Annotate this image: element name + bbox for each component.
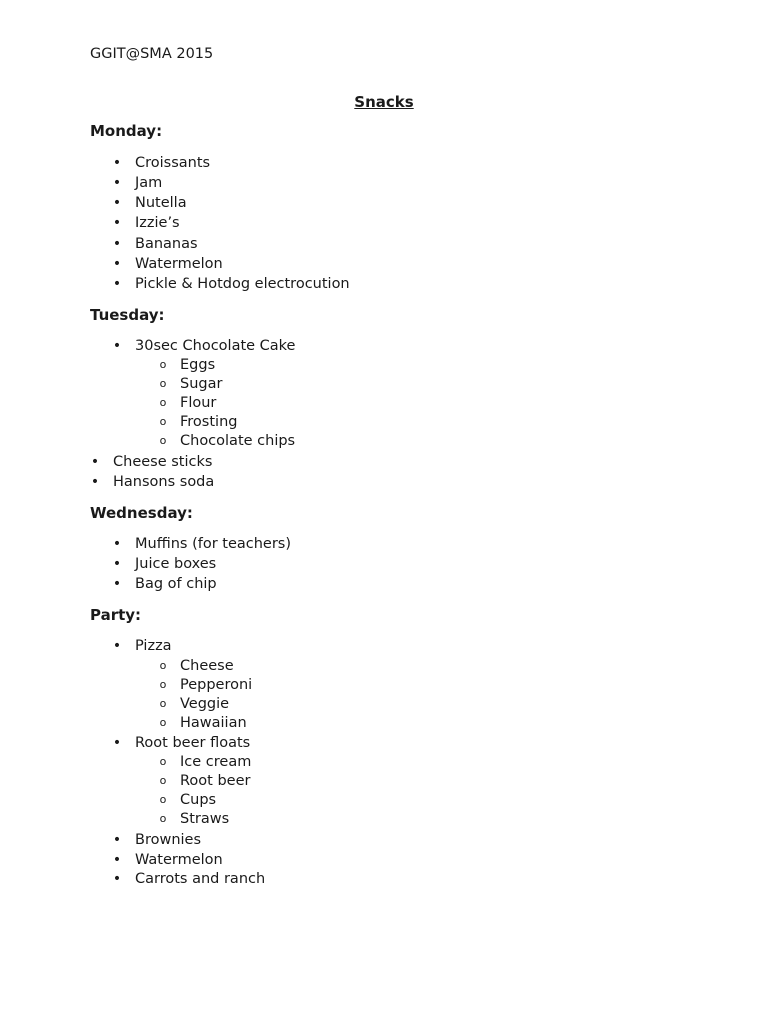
document-title: Snacks <box>354 93 414 111</box>
bullet-icon: • <box>90 454 100 470</box>
section-heading-tuesday: Tuesday: <box>90 306 165 324</box>
bullet-icon: • <box>112 852 122 868</box>
sub-list-item-label: Cheese <box>180 658 234 674</box>
list-item-label: Brownies <box>135 832 202 848</box>
circle-bullet-icon: o <box>159 716 167 729</box>
sub-list-item-label: Flour <box>180 395 217 411</box>
sub-list-item-label: Sugar <box>180 376 223 392</box>
bullet-icon: • <box>112 871 122 887</box>
bullet-icon: • <box>112 338 122 354</box>
bullet-icon: • <box>112 536 122 552</box>
sub-list-item-label: Chocolate chips <box>180 433 296 449</box>
list-item-label: Carrots and ranch <box>135 871 266 887</box>
sub-list-item-label: Pepperoni <box>180 677 253 693</box>
circle-bullet-icon: o <box>159 377 167 390</box>
list-item-label: Nutella <box>135 195 187 211</box>
bullet-icon: • <box>112 735 122 751</box>
list-item-label: 30sec Chocolate Cake <box>135 338 296 354</box>
circle-bullet-icon: o <box>159 793 167 806</box>
bullet-icon: • <box>90 474 100 490</box>
list-item-label: Croissants <box>135 155 211 171</box>
bullet-icon: • <box>112 215 122 231</box>
page-header: GGIT@SMA 2015 <box>90 46 214 62</box>
list-item-label: Pickle & Hotdog electrocution <box>135 276 350 292</box>
list-item-label: Pizza <box>135 638 172 654</box>
circle-bullet-icon: o <box>159 755 167 768</box>
bullet-icon: • <box>112 276 122 292</box>
sub-list-item-label: Straws <box>180 811 230 827</box>
bullet-icon: • <box>112 236 122 252</box>
circle-bullet-icon: o <box>159 697 167 710</box>
bullet-icon: • <box>112 638 122 654</box>
list-item-label: Root beer floats <box>135 735 251 751</box>
circle-bullet-icon: o <box>159 774 167 787</box>
circle-bullet-icon: o <box>159 434 167 447</box>
list-item-label: Hansons soda <box>113 474 215 490</box>
list-item-label: Izzie’s <box>135 215 180 231</box>
list-item-label: Watermelon <box>135 256 223 272</box>
list-item-label: Muffins (for teachers) <box>135 536 292 552</box>
list-item-label: Juice boxes <box>135 556 217 572</box>
section-heading-monday: Monday: <box>90 122 163 140</box>
sub-list-item-label: Ice cream <box>180 754 252 770</box>
list-item-label: Bag of chip <box>135 576 217 592</box>
circle-bullet-icon: o <box>159 812 167 825</box>
sub-list-item-label: Cups <box>180 792 217 808</box>
bullet-icon: • <box>112 256 122 272</box>
sub-list-item-label: Root beer <box>180 773 251 789</box>
circle-bullet-icon: o <box>159 678 167 691</box>
section-heading-wednesday: Wednesday: <box>90 504 193 522</box>
list-item-label: Cheese sticks <box>113 454 213 470</box>
circle-bullet-icon: o <box>159 415 167 428</box>
sub-list-item-label: Veggie <box>180 696 230 712</box>
section-heading-party: Party: <box>90 606 142 624</box>
sub-list-item-label: Frosting <box>180 414 238 430</box>
bullet-icon: • <box>112 832 122 848</box>
list-item-label: Jam <box>135 175 163 191</box>
circle-bullet-icon: o <box>159 659 167 672</box>
sub-list-item-label: Hawaiian <box>180 715 247 731</box>
circle-bullet-icon: o <box>159 396 167 409</box>
sub-list-item-label: Eggs <box>180 357 216 373</box>
list-item-label: Bananas <box>135 236 198 252</box>
bullet-icon: • <box>112 576 122 592</box>
circle-bullet-icon: o <box>159 358 167 371</box>
bullet-icon: • <box>112 175 122 191</box>
bullet-icon: • <box>112 195 122 211</box>
bullet-icon: • <box>112 556 122 572</box>
bullet-icon: • <box>112 155 122 171</box>
list-item-label: Watermelon <box>135 852 223 868</box>
